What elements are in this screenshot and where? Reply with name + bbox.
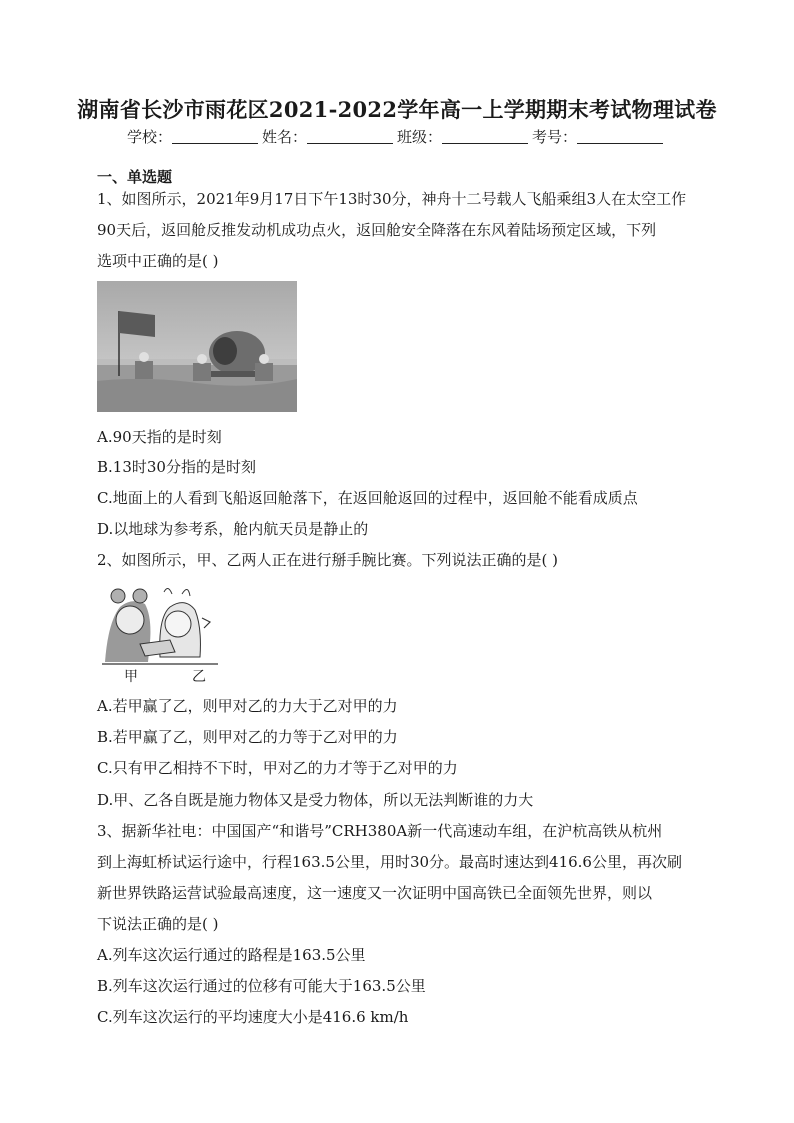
q1-option-d[interactable]: D.以地球为参考系，舱内航天员是静止的: [97, 520, 369, 538]
q3-stem-line-4: 下说法正确的是( ): [97, 915, 219, 933]
school-label: 学校：: [126, 128, 172, 146]
q3-stem-line-3: 新世界铁路运营试验最高速度，这一速度又一次证明中国高铁已全面领先世界，则以: [97, 884, 653, 902]
arm-wrestling-illustration: [100, 582, 220, 677]
class-label: 班级：: [397, 128, 443, 146]
q1-stem-line-3: 选项中正确的是( ): [97, 252, 219, 270]
class-blank[interactable]: [442, 129, 528, 144]
q2-option-b[interactable]: B.若甲赢了乙，则甲对乙的力等于乙对甲的力: [97, 728, 398, 746]
q1-stem-line-2: 90天后，返回舱反推发动机成功点火，返回舱安全降落在东风着陆场预定区域，下列: [97, 221, 657, 239]
q3-option-c[interactable]: C.列车这次运行的平均速度大小是416.6 km/h: [97, 1008, 409, 1026]
q3-option-b[interactable]: B.列车这次运行通过的位移有可能大于163.5公里: [97, 977, 426, 995]
student-info-row: [0, 126, 794, 147]
q1-option-a[interactable]: A.90天指的是时刻: [97, 428, 222, 446]
number-blank[interactable]: [577, 129, 663, 144]
q2-stem-line-1: 2、如图所示，甲、乙两人正在进行掰手腕比赛。下列说法正确的是( ): [97, 551, 559, 569]
figure-label-yi: 乙: [192, 669, 206, 685]
section-heading: 一、单选题: [97, 168, 173, 186]
q3-stem-line-2: 到上海虹桥试运行途中，行程163.5公里，用时30分。最高时速达到416.6公里，再次刷: [97, 853, 682, 871]
name-label: 姓名：: [261, 128, 307, 146]
school-blank[interactable]: [172, 129, 258, 144]
number-label: 考号：: [532, 128, 578, 146]
q2-option-a[interactable]: A.若甲赢了乙，则甲对乙的力大于乙对甲的力: [97, 697, 398, 715]
name-blank[interactable]: [307, 129, 393, 144]
capsule-landing-photo: [97, 281, 297, 412]
q1-stem-line-1: 1、如图所示，2021年9月17日下午13时30分，神舟十二号载人飞船乘组3人在太空工作: [97, 190, 687, 208]
figure-label-jia: 甲: [124, 669, 138, 685]
page-title: 湖南省长沙市雨花区2021-2022学年高一上学期期末考试物理试卷: [77, 97, 717, 122]
q3-option-a[interactable]: A.列车这次运行通过的路程是163.5公里: [97, 946, 366, 964]
q1-option-c[interactable]: C.地面上的人看到飞船返回舱落下，在返回舱返回的过程中，返回舱不能看成质点: [97, 489, 638, 507]
q2-option-d[interactable]: D.甲、乙各自既是施力物体又是受力物体，所以无法判断谁的力大: [97, 791, 534, 809]
q1-option-b[interactable]: B.13时30分指的是时刻: [97, 458, 256, 476]
q2-option-c[interactable]: C.只有甲乙相持不下时，甲对乙的力才等于乙对甲的力: [97, 759, 458, 777]
q3-stem-line-1: 3、据新华社电：中国国产“和谐号”CRH380A新一代高速动车组，在沪杭高铁从杭州: [97, 822, 663, 840]
